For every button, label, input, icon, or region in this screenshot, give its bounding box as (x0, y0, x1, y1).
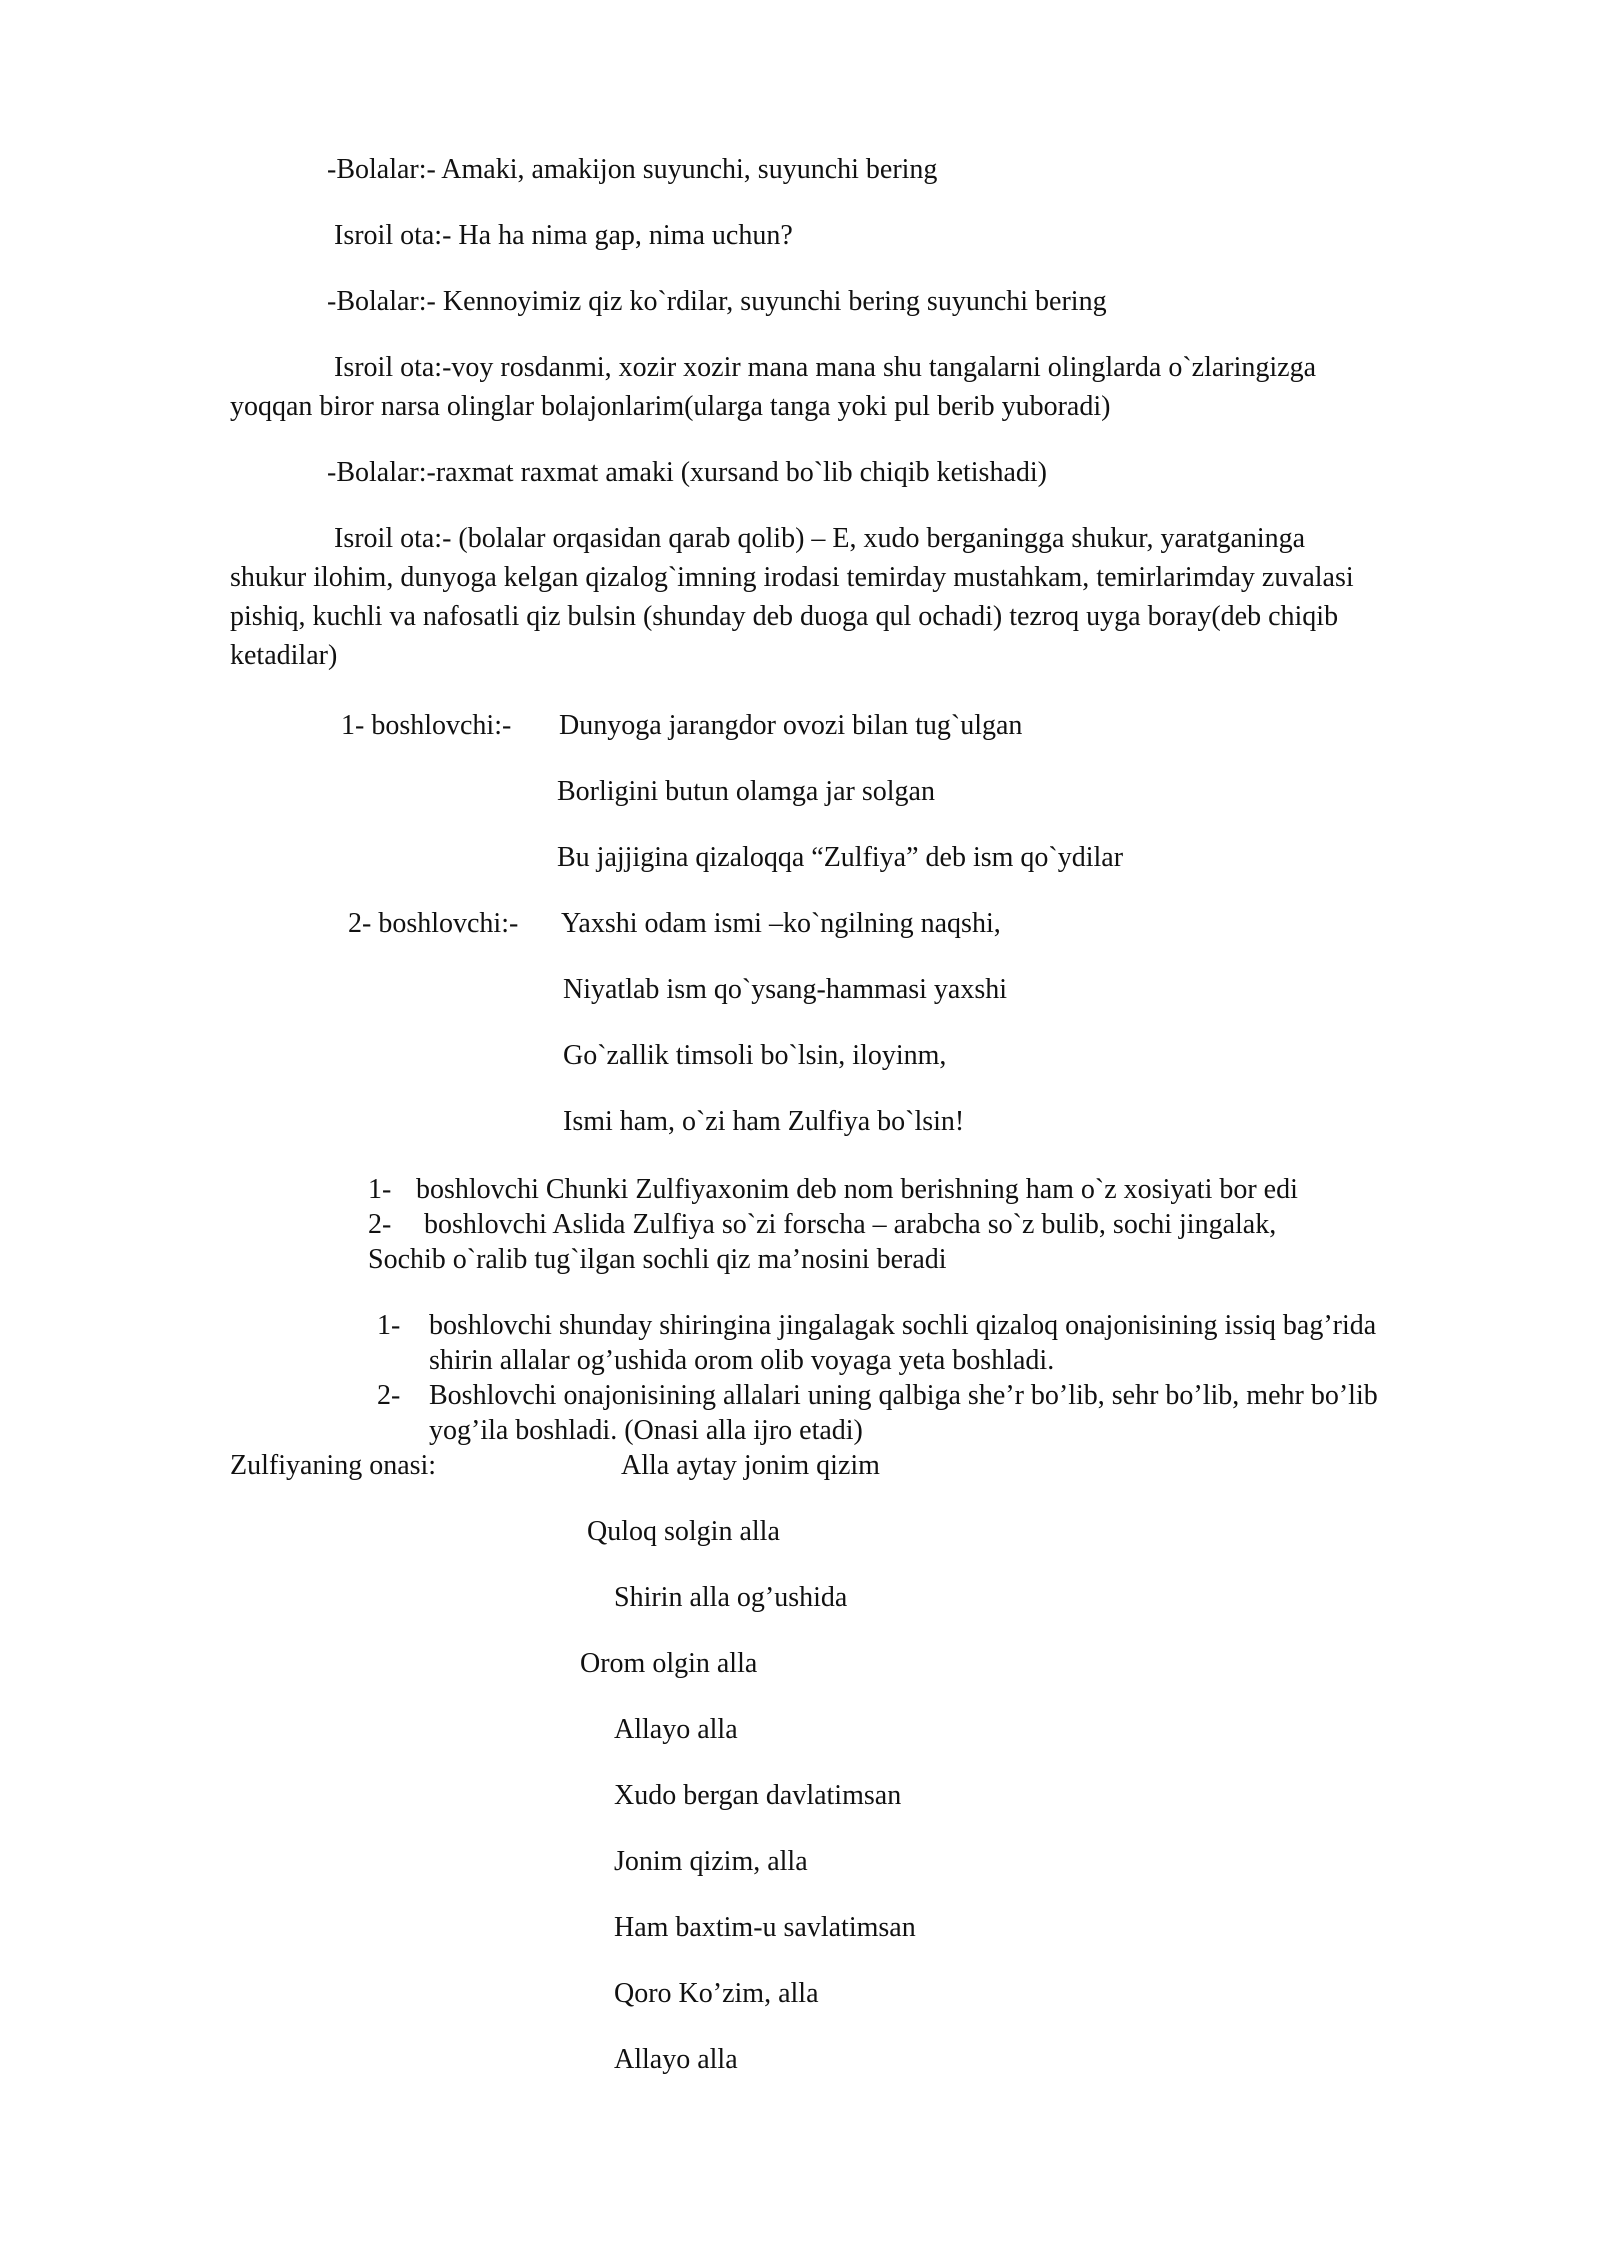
host2-verse-line: Ismi ham, o`zi ham Zulfiya bo`lsin! (563, 1106, 965, 1137)
lullaby-line: Ham baxtim-u savlatimsan (614, 1912, 916, 1943)
host1-verse-line: Bu jajjigina qizaloqqa “Zulfiya” deb ism qo`ydilar (557, 842, 1124, 873)
lullaby-line: Orom olgin alla (580, 1648, 758, 1679)
list-number: 1- (368, 1174, 392, 1205)
lullaby-line: Allayo alla (614, 2044, 738, 2075)
lullaby-line: Shirin alla og’ushida (614, 1582, 848, 1613)
host2-verse-line: Niyatlab ism qo`ysang-hammasi yaxshi (563, 974, 1008, 1005)
lullaby-line: Allayo alla (614, 1714, 738, 1745)
lullaby-line: Quloq solgin alla (587, 1516, 780, 1547)
lullaby-line: Alla aytay jonim qizim (621, 1450, 880, 1481)
paragraph-isroil-3-line2: shukur ilohim, dunyoga kelgan qizalog`imning irodasi temirday mustahkam, temirlarimday zuvalasi (230, 562, 1354, 593)
host1-verse-line: Borligini butun olamga jar solgan (557, 776, 935, 807)
paragraph-bolalar-2: -Bolalar:- Kennoyimiz qiz ko`rdilar, suyunchi bering suyunchi bering (327, 286, 1107, 317)
lullaby-line: Qoro Ko’zim, alla (614, 1978, 819, 2009)
paragraph-isroil-2-line1: Isroil ota:-voy rosdanmi, xozir xozir mana mana shu tangalarni olinglarda o`zlaringizga (334, 352, 1317, 383)
paragraph-bolalar-1: -Bolalar:- Amaki, amakijon suyunchi, suyunchi bering (327, 154, 938, 185)
paragraph-bolalar-3: -Bolalar:-raxmat raxmat amaki (xursand bo`lib chiqib ketishadi) (327, 457, 1047, 488)
list-item-text: shirin allalar og’ushida orom olib voyaga yeta boshladi. (429, 1345, 1055, 1376)
lullaby-line: Xudo bergan davlatimsan (614, 1780, 902, 1811)
list-number: 2- (377, 1380, 401, 1411)
paragraph-isroil-3-line3: pishiq, kuchli va nafosatli qiz bulsin (shunday deb duoga qul ochadi) tezroq uyga boray(deb chiqib (230, 601, 1339, 632)
list-item-text: Sochib o`ralib tug`ilgan sochli qiz ma’nosini beradi (368, 1244, 947, 1275)
mother-label: Zulfiyaning onasi: (230, 1450, 437, 1481)
host2-verse-line: Yaxshi odam ismi –ko`ngilning naqshi, (561, 908, 1001, 939)
list-item-text: boshlovchi shunday shiringina jingalagak sochli qizaloq onajonisining issiq bag’rida (429, 1310, 1377, 1341)
paragraph-isroil-1: Isroil ota:- Ha ha nima gap, nima uchun? (334, 220, 793, 251)
paragraph-isroil-3-line1: Isroil ota:- (bolalar orqasidan qarab qolib) – E, xudo berganingga shukur, yaratganinga (334, 523, 1306, 554)
lullaby-line: Jonim qizim, alla (614, 1846, 808, 1877)
list-item-text: yog’ila boshladi. (Onasi alla ijro etadi) (429, 1415, 863, 1446)
list-item-text: boshlovchi Aslida Zulfiya so`zi forscha – arabcha so`z bulib, sochi jingalak, (424, 1209, 1277, 1240)
list-number: 1- (377, 1310, 401, 1341)
host2-label: 2- boshlovchi:- (348, 908, 519, 939)
host1-verse-line: Dunyoga jarangdor ovozi bilan tug`ulgan (559, 710, 1023, 741)
paragraph-isroil-3-line4: ketadilar) (230, 640, 338, 671)
host2-verse-line: Go`zallik timsoli bo`lsin, iloyinm, (563, 1040, 947, 1071)
list-item-text: Boshlovchi onajonisining allalari uning qalbiga she’r bo’lib, sehr bo’lib, mehr bo’lib (429, 1380, 1378, 1411)
list-number: 2- (368, 1209, 392, 1240)
list-item-text: boshlovchi Chunki Zulfiyaxonim deb nom berishning ham o`z xosiyati bor edi (416, 1174, 1298, 1205)
host1-label: 1- boshlovchi:- (341, 710, 512, 741)
paragraph-isroil-2-line2: yoqqan biror narsa olinglar bolajonlarim(ularga tanga yoki pul berib yuboradi) (230, 391, 1111, 422)
